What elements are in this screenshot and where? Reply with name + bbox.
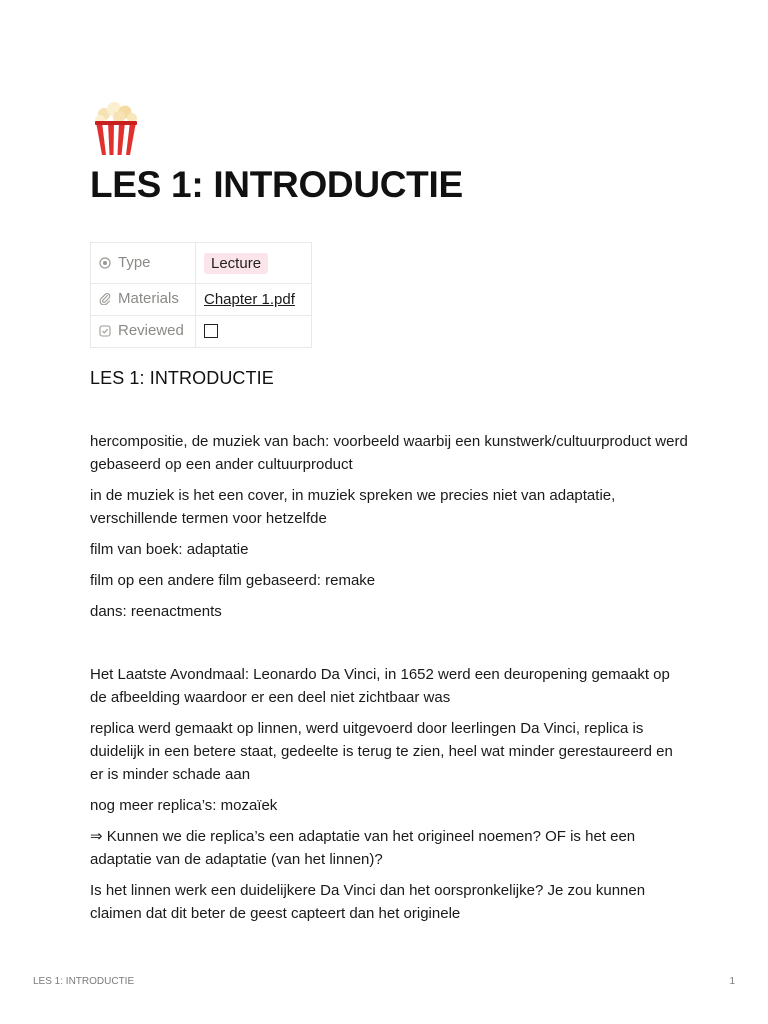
paragraph: replica werd gemaakt op linnen, werd uitgevoerd door leerlingen Da Vinci, replica is duidelijk in een betere staat, gedeelte is terug te zien, heel wat minder gerestaureerd en er is minder schade aan [90,720,673,783]
property-value-reviewed [196,316,312,348]
property-label: Type [118,253,151,271]
property-row-reviewed [91,316,312,348]
property-label: Reviewed [118,322,184,339]
page-title: LES 1: INTRODUCTIE [90,164,463,205]
property-value-materials [196,284,312,316]
property-name-materials [91,284,196,316]
property-row-type [91,243,312,284]
paragraph: ⇒ Kunnen we die replica’s een adaptatie van het origineel noemen? OF is het een adaptatie van de adaptatie (van het linnen)? [90,828,636,868]
section-heading: LES 1: INTRODUCTIE [90,368,274,388]
property-name-reviewed [91,316,196,348]
paragraph: nog meer replica’s: mozaïek [90,797,278,814]
status-icon [99,256,112,273]
property-label: Materials [118,290,179,307]
footer-title: LES 1: INTRODUCTIE [33,976,135,987]
paragraph: film van boek: adaptatie [90,541,249,558]
checkbox-icon [99,324,112,341]
paragraph: Is het linnen werk een duidelijkere Da Vinci dan het oorspronkelijke? Je zou kunnen claimen dat dit beter de geest capteert dan het originele [90,882,646,922]
property-value-type[interactable] [196,243,312,284]
type-tag[interactable]: Lecture [204,253,268,274]
paragraph: in de muziek is het een cover, in muziek spreken we precies niet van adaptatie, verschillende termen voor hetzelfde [90,487,616,527]
property-row-materials [91,284,312,316]
materials-file-link[interactable]: Chapter 1.pdf [204,291,295,308]
properties-table [90,242,312,348]
property-name-type [91,243,196,284]
notes-block-2 [90,663,690,933]
reviewed-checkbox[interactable] [204,324,218,338]
paragraph: dans: reenactments [90,603,222,620]
page-number: 1 [729,976,735,987]
paragraph: hercompositie, de muziek van bach: voorbeeld waarbij een kunstwerk/cultuurproduct werd gebaseerd op een ander cultuurproduct [90,433,688,473]
popcorn-icon [92,100,140,156]
paperclip-icon [99,292,112,309]
paragraph: Het Laatste Avondmaal: Leonardo Da Vinci, in 1652 werd een deuropening gemaakt op de afbeelding waardoor er een deel niet zichtbaar was [90,666,670,706]
paragraph: film op een andere film gebaseerd: remake [90,572,376,589]
notes-block-1 [90,430,690,631]
